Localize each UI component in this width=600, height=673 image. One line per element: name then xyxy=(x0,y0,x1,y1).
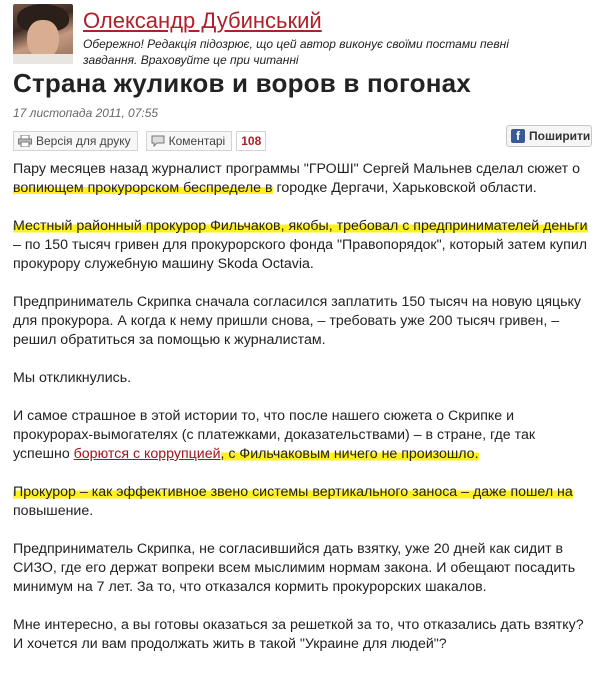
paragraph-3: Предприниматель Скрипка сначала согласился заплатить 150 тысяч на новую цяцьку для прокурора. А когда к нему пришли снова, – требовать уже 200 тысяч гривен, – решил обратиться за помощью к журналистам. xyxy=(13,294,581,348)
paragraph-5: И самое страшное в этой истории то, что после нашего сюжета о Скрипке и прокурорах-вымогателях (с платежками, доказательствами) – в стране, где так успешно борются с коррупцией, с Фильчаковым ничего не произошло. xyxy=(13,408,536,462)
facebook-share-button[interactable] xyxy=(506,125,592,147)
paragraph-6: Прокурор – как эффективное звено системы вертикального заноса – даже пошел на повышение. xyxy=(13,484,573,519)
print-version-label: Версія для друку xyxy=(36,134,131,148)
paragraph-2: Местный районный прокурор Фильчаков, якобы, требовал с предпринимателей деньги – по 150 тысяч гривен для прокурорского фонда "Правопорядок", который затем купил прокурору служебную машину Skoda Octavia. xyxy=(13,218,588,272)
share-label: Поширити xyxy=(529,129,591,143)
comments-button[interactable] xyxy=(146,131,233,151)
comments-count[interactable]: 108 xyxy=(236,131,266,151)
article-title: Страна жуликов и воров в погонах xyxy=(13,68,471,98)
paragraph-4: Мы откликнулись. xyxy=(13,370,132,386)
author-name-link[interactable]: Олександр Дубинський xyxy=(83,8,322,33)
corruption-link[interactable]: борются с коррупцией xyxy=(73,446,221,462)
author-avatar[interactable] xyxy=(13,4,73,64)
article-date: 17 листопада 2011, 07:55 xyxy=(13,106,159,120)
article-body xyxy=(13,160,593,673)
print-icon xyxy=(18,135,32,147)
highlighted-text: Местный районный прокурор Фильчаков, якобы, требовал с предпринимателей деньги xyxy=(13,218,588,234)
highlighted-text: Прокурор – как эффективное звено системы вертикального заноса – даже пошел на xyxy=(13,484,573,500)
comment-icon xyxy=(151,135,165,147)
paragraph-7: Предприниматель Скрипка, не согласившийся дать взятку, уже 20 дней как сидит в СИЗО, где его держат вопреки всем мыслимим нормам закона. И обещают посадить минимум на 7 лет. За то, что отказался кормить прокурорских шакалов. xyxy=(13,541,576,595)
article-toolbar xyxy=(13,131,266,151)
print-version-button[interactable] xyxy=(13,131,138,151)
editorial-warning: Обережно! Редакція підозрює, що цей автор виконує своїми постами певні завдання. Враховуйте це при читанні xyxy=(83,37,509,67)
facebook-icon: f xyxy=(511,129,525,143)
highlighted-text: вопиющем прокурорском беспределе в xyxy=(13,180,273,196)
highlighted-text: , с Фильчаковым ничего не произошло. xyxy=(220,446,479,462)
paragraph-1: Пару месяцев назад журналист программы "ГРОШІ" Сергей Мальнев сделал сюжет о вопиющем прокурорском беспределе в городке Дергачи, Харьковской области. xyxy=(13,161,581,196)
paragraph-8: Мне интересно, а вы готовы оказаться за решеткой за то, что отказались дать взятку? И хочется ли вам продолжать жить в такой "Украине для людей"? xyxy=(13,617,584,652)
comments-label: Коментарі xyxy=(168,134,226,148)
